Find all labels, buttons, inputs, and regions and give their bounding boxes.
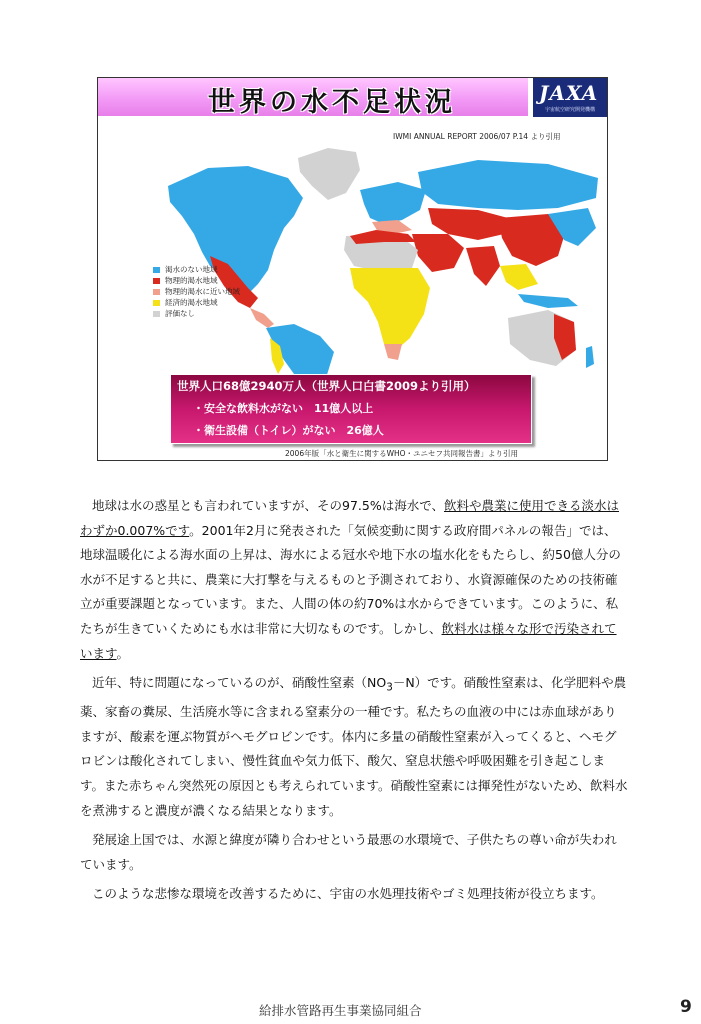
- map-south-africa: [384, 344, 402, 360]
- p1-text-a: 地球は水の惑星とも言われていますが、その97.5%は海水で、: [92, 498, 444, 513]
- map-legend: [153, 264, 240, 319]
- p1-text-b: 。2001年2月に発表された「気候変動に関する政府間パネルの報告」では、地球温暖化による海水面の上昇は、海水による冠水や地下水の塩水化をもたらし、約50億人分の水が不足すると共に、農業に大打撃を与えるものと予測されており、水資源確保のための技術確立が重要課題となっています。また、人間の体の約70%は水からできています。このように、私たちが生きていくためにも水は非常に大切なものです。しかし、: [80, 522, 621, 636]
- legend-swatch: [153, 267, 160, 273]
- legend-item: [153, 297, 240, 308]
- legend-swatch: [153, 278, 160, 284]
- p2-subscript: 3: [386, 681, 393, 694]
- map-greenland: [298, 148, 360, 200]
- legend-label: 評価なし: [165, 309, 195, 318]
- map-africa: [350, 268, 430, 352]
- paragraph-2: [80, 671, 628, 823]
- map-middle-east: [412, 234, 464, 272]
- legend-swatch: [153, 289, 160, 295]
- legend-item: [153, 264, 240, 275]
- p1-underlined-2: 飲料水は様々な形で汚染されています: [80, 620, 617, 661]
- map-europe: [360, 182, 426, 224]
- legend-swatch: [153, 311, 160, 317]
- legend-item: [153, 275, 240, 286]
- population-source-note: 2006年版「水と衛生に関するWHO・ユニセフ共同報告書」より引用: [285, 449, 519, 458]
- p1-text-c: 。: [116, 645, 130, 661]
- footer-organization: 給排水管路再生事業協同組合: [259, 1003, 422, 1018]
- population-box: [170, 374, 532, 444]
- map-central-america: [250, 308, 274, 328]
- legend-label: 物理的渇水地域: [165, 276, 218, 285]
- map-indonesia: [518, 294, 578, 308]
- page-number: 9: [680, 997, 692, 1017]
- legend-label: 経済的渇水地域: [165, 298, 218, 307]
- legend-label: 渇水のない地域: [165, 265, 218, 274]
- paragraph-4: このような悲惨な環境を改善するために、宇宙の水処理技術やゴミ処理技術が役立ちます。: [92, 886, 604, 902]
- p1-underlined: 飲料や農業に使用できる淡水はわずか0.007%です: [80, 498, 619, 538]
- legend-item: [153, 308, 240, 319]
- map-india: [466, 246, 500, 286]
- p2-text-a: 近年、特に問題になっているのが、硝酸性窒素（NO: [92, 675, 387, 691]
- slide-title-bar: [98, 78, 528, 116]
- legend-swatch: [153, 300, 160, 306]
- p2-text-b: －N）です。硝酸性窒素は、化学肥料や農薬、家畜の糞尿、生活廃水等に含まれる窒素分の一種です。私たちの血液の中には赤血球がありますが、酸素を運ぶ物質がヘモグロビンです。体内に多量の硝酸性窒素が入ってくると、ヘモグロビンは酸化されてしまい、慢性貧血や気力低下、酸欠、窒息状態や呼吸困難を引き起こします。また赤ちゃん突然死の原因とも考えられています。硝酸性窒素には揮発性がないため、飲料水を煮沸すると濃度が濃くなる結果となります。: [80, 675, 628, 818]
- figure-slide: [97, 77, 608, 461]
- map-russia: [418, 160, 598, 210]
- world-water-map: [98, 138, 608, 378]
- legend-label: 物理的渇水に近い地域: [165, 287, 240, 296]
- body-text: [80, 494, 628, 912]
- population-title: 世界人口68億2940万人（世界人口白書2009より引用）: [177, 379, 476, 393]
- map-source-note: IWMI ANNUAL REPORT 2006/07 P.14 より引用: [393, 132, 561, 141]
- map-southeast-asia: [500, 264, 538, 290]
- map-north-africa-coast: [350, 230, 416, 244]
- jaxa-logo: [533, 78, 607, 117]
- paragraph-1: [80, 494, 628, 666]
- slide-title: 世界の水不足状況: [208, 87, 456, 118]
- population-line-water: ・安全な飲料水がない 11億人以上: [193, 402, 374, 415]
- jaxa-logo-subtext: 宇宙航空研究開発機構: [545, 107, 596, 113]
- jaxa-logo-text: JAXA: [539, 81, 599, 105]
- legend-item: [153, 286, 240, 297]
- map-new-zealand: [586, 346, 594, 368]
- paragraph-3: 発展途上国では、水源と緯度が隣り合わせという最悪の水環境で、子供たちの尊い命が失われています。: [80, 832, 617, 872]
- population-line-sanitation: ・衛生設備（トイレ）がない 26億人: [193, 424, 384, 437]
